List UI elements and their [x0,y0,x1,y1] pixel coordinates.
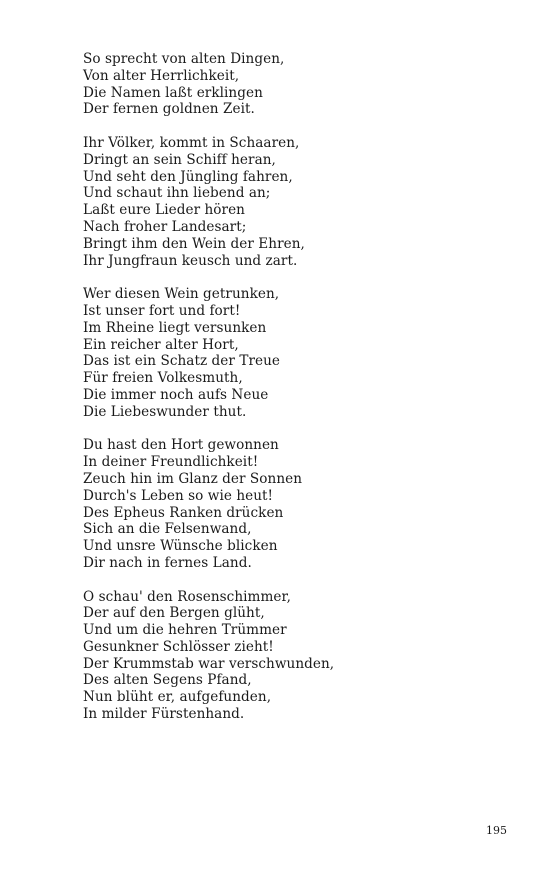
poem-line: Ihr Jungfraun keusch und zart. [83,252,298,269]
poem-line: Ist unser fort und fort! [83,302,241,319]
stanza-1 [83,51,503,118]
poem-line: Von alter Herrlichkeit, [83,67,240,84]
poem-line: Zeuch hin im Glanz der Sonnen [83,470,303,487]
poem-line: Gesunkner Schlösser zieht! [83,638,274,655]
poem-line: Die Liebeswunder thut. [83,403,247,420]
poem-line: Die Namen laßt erklingen [83,84,263,101]
poem-line: Und seht den Jüngling fahren, [83,168,293,185]
poem-line: Dir nach in fernes Land. [83,554,252,571]
poem-line: Sich an die Felsenwand, [83,521,252,538]
stanza-2 [83,135,503,269]
poem-line: In milder Fürstenhand. [83,706,245,723]
stanza-4 [83,437,503,571]
poem-line: Für freien Volkesmuth, [83,370,243,387]
poem-line: Laßt eure Lieder hören [83,202,245,219]
poem-line: Du hast den Hort gewonnen [83,437,279,454]
poem-line: Im Rheine liegt versunken [83,319,267,336]
poem-line: Nach froher Landesart; [83,218,247,235]
poem-line: Nun blüht er, aufgefunden, [83,689,272,706]
stanza-5 [83,589,503,723]
poem-line: Und um die hehren Trümmer [83,622,287,639]
poem-line: So sprecht von alten Dingen, [83,51,285,67]
poem-line: Der fernen goldnen Zeit. [83,101,255,118]
stanza-3 [83,286,503,420]
poem-line: Dringt an sein Schiff heran, [83,151,276,168]
poem-line: Durch's Leben so wie heut! [83,487,274,504]
poem-line: Bringt ihm den Wein der Ehren, [83,235,305,252]
poem-line: Wer diesen Wein getrunken, [83,286,280,303]
poem-line: Die immer noch aufs Neue [83,386,269,403]
poem-line: Des alten Segens Pfand, [83,672,252,689]
poem-text [83,51,503,740]
poem-line: Und schaut ihn liebend an; [83,185,271,202]
poem-line: Ein reicher alter Hort, [83,336,239,353]
poem-line: In deiner Freundlichkeit! [83,454,259,471]
poem-line: Das ist ein Schatz der Treue [83,353,280,370]
poem-line: Der Krummstab war verschwunden, [83,655,335,672]
poem-line: Des Epheus Ranken drücken [83,504,284,521]
poem-line: Ihr Völker, kommt in Schaaren, [83,134,300,151]
page-number: 195 [486,824,507,837]
poem-line: O schau' den Rosenschimmer, [83,588,291,605]
poem-line: Und unsre Wünsche blicken [83,538,278,555]
poem-line: Der auf den Bergen glüht, [83,605,265,622]
